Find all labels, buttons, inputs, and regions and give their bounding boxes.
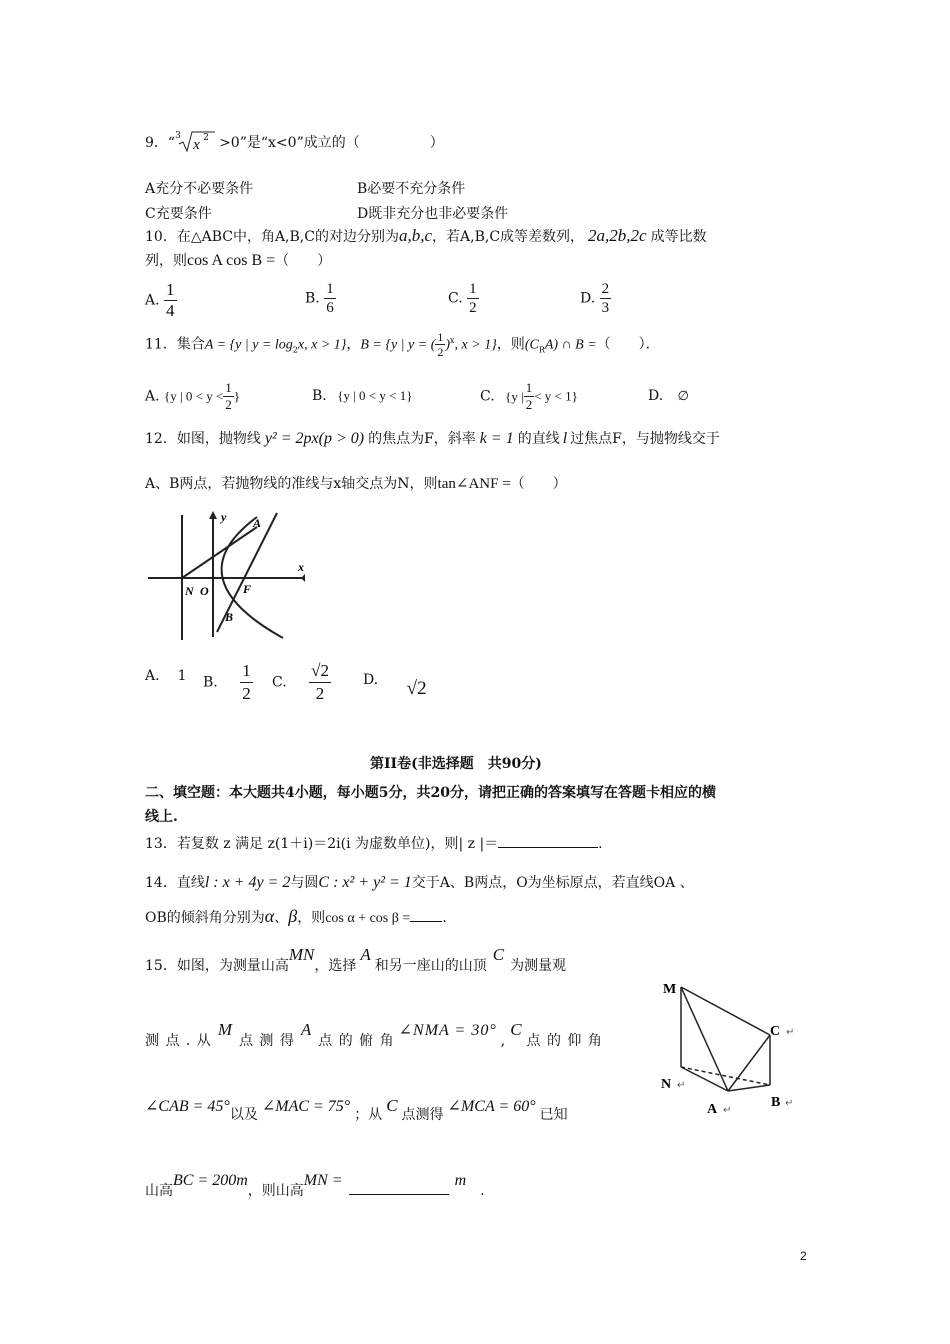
mountain-measurement-figure — [655, 975, 805, 1120]
q12-line1: 12．如图，抛物线 y² = 2px(p > 0) 的焦点为F，斜率 k = 1 的直线 l 过焦点F，与抛物线交于 — [145, 430, 720, 447]
cube-root-expression: 3 x 2 — [175, 133, 215, 153]
segment-NA — [681, 1067, 728, 1091]
fraction: $\frac{1}{2}$ — [525, 380, 533, 412]
q10-option-c: C. $\frac{1}{2}$ — [448, 281, 477, 316]
label-B: B — [225, 610, 234, 624]
label-N: N — [661, 1077, 672, 1092]
return-mark-icon: ↵ — [677, 1080, 686, 1091]
x-axis-arrow-icon — [301, 574, 305, 582]
q9-option-c: C充要条件 — [145, 206, 212, 222]
q11-option-b: B. {y | 0 < y < 1} — [312, 388, 413, 404]
label-M: M — [663, 982, 677, 997]
fraction: $\frac{1}{2}$ — [225, 380, 232, 412]
q11-option-d: D. ∅ — [648, 388, 689, 404]
answer-blank[interactable] — [498, 833, 598, 848]
fraction: $\frac{1}{4}$ — [166, 280, 175, 320]
fraction: $\frac{1}{2}$ — [242, 661, 251, 703]
q15-line1: 15．如图，为测量山高MN，选择A和另一座山的山顶C为测量观 — [145, 945, 567, 974]
q12-option-b: B. $\frac{1}{2}$ — [203, 661, 251, 703]
label-B: B — [771, 1095, 781, 1110]
section-instructions-line2: 线上. — [145, 809, 178, 825]
label-y: y — [221, 510, 227, 524]
label-x: x — [298, 560, 304, 574]
q10-line2: 列，则cos A cos B =（ ） — [145, 252, 332, 269]
q14-line1: 14．直线l : x + 4y = 2与圆C : x² + y² = 1交于A、B两点，O为坐标原点，若直线OA 、 — [145, 874, 694, 891]
fraction: $\frac{1}{6}$ — [326, 281, 334, 316]
segment-AB — [728, 1085, 770, 1091]
segment-NA — [182, 527, 257, 578]
q14-line2: OB的倾斜角分别为α、β，则cos α + cos β = . — [145, 906, 447, 926]
q15-line2: 测 点 . 从M点 测 得A点 的 俯 角∠NMA = 30°,C点 的 仰 角 — [145, 1020, 603, 1049]
label-A: A — [253, 516, 262, 530]
q9-option-a: A充分不必要条件 — [145, 181, 254, 197]
fraction: $\frac{1}{2}$ — [469, 281, 477, 316]
section-instructions-line1: 二、填空题：本大题共4小题，每小题5分，共20分，请把正确的答案填写在答题卡相应的横 — [145, 785, 716, 801]
q15-line3: ∠CAB = 45°以及 ∠MAC = 75° ；从 C 点测得 ∠MCA = 60° 已知 — [145, 1096, 568, 1123]
return-mark-icon: ↵ — [785, 1098, 794, 1109]
q9-option-b: B必要不充分条件 — [357, 181, 466, 197]
q9-option-d: D既非充分也非必要条件 — [357, 206, 509, 222]
q12-option-c: C. $\frac{√2}{2}$ — [272, 661, 329, 703]
q9-stem: 9．“ 3 x 2 >0”是“x<0”成立的（ ） — [145, 131, 444, 153]
q10-option-b: B. $\frac{1}{6}$ — [305, 281, 334, 316]
q10-option-a: A. $\frac{1}{4}$ — [145, 280, 175, 320]
q11-stem: 11．集合A = {y | $y = \log_2x$, x > 1}，B = {y | y = ( $\frac{1}{2}$ )$^x$, x > 1}，则$(C_RA)$ ∩ B =（ ）． — [145, 330, 660, 359]
label-C: C — [770, 1024, 781, 1039]
label-F: F — [243, 582, 252, 596]
label-O: O — [200, 584, 209, 598]
q11-option-c: C. {y | $\frac{1}{2}$ < y < 1} — [480, 380, 578, 412]
fraction: $\frac{1}{2}$ — [437, 330, 444, 359]
parabola-figure — [145, 505, 310, 645]
q15-line4: 山高BC = 200m，则山高MN = m. — [145, 1172, 485, 1199]
answer-blank[interactable] — [410, 909, 442, 922]
label-N: N — [185, 584, 194, 598]
page-number: 2 — [800, 1249, 807, 1263]
q12-option-d: D. √2 — [363, 672, 427, 699]
answer-blank[interactable] — [349, 1180, 449, 1195]
segment-MA — [681, 987, 728, 1091]
fraction: $\frac{√2}{2}$ — [311, 661, 329, 703]
label-A: A — [707, 1102, 718, 1117]
return-mark-icon: ↵ — [723, 1105, 732, 1116]
y-axis-arrow-icon — [209, 511, 217, 519]
segment-NB-dashed — [681, 1067, 770, 1085]
q12-line2: A、B两点，若抛物线的准线与x轴交点为N，则tan∠ANF =（ ） — [145, 476, 567, 492]
return-mark-icon: ↵ — [786, 1027, 795, 1038]
q10-option-d: D. $\frac{2}{3}$ — [580, 281, 610, 316]
q11-option-a: A. {y | 0 < y < $\frac{1}{2}$ } — [145, 380, 241, 412]
segment-AC — [728, 1035, 770, 1091]
q13: 13．若复数 z 满足 z(1＋i)＝2i(i 为虚数单位)，则| z |＝ . — [145, 833, 603, 853]
q12-option-a: A. 1 — [145, 668, 187, 684]
section-title: 第II卷(非选择题 共90分) — [370, 756, 542, 772]
segment-MC — [681, 987, 770, 1035]
q10-line1: 10．在△ABC中，角A,B,C的对边分别为a,b,c，若A,B,C成等差数列， 2a,2b,2c 成等比数 — [145, 226, 707, 245]
fraction: $\frac{2}{3}$ — [601, 281, 610, 316]
